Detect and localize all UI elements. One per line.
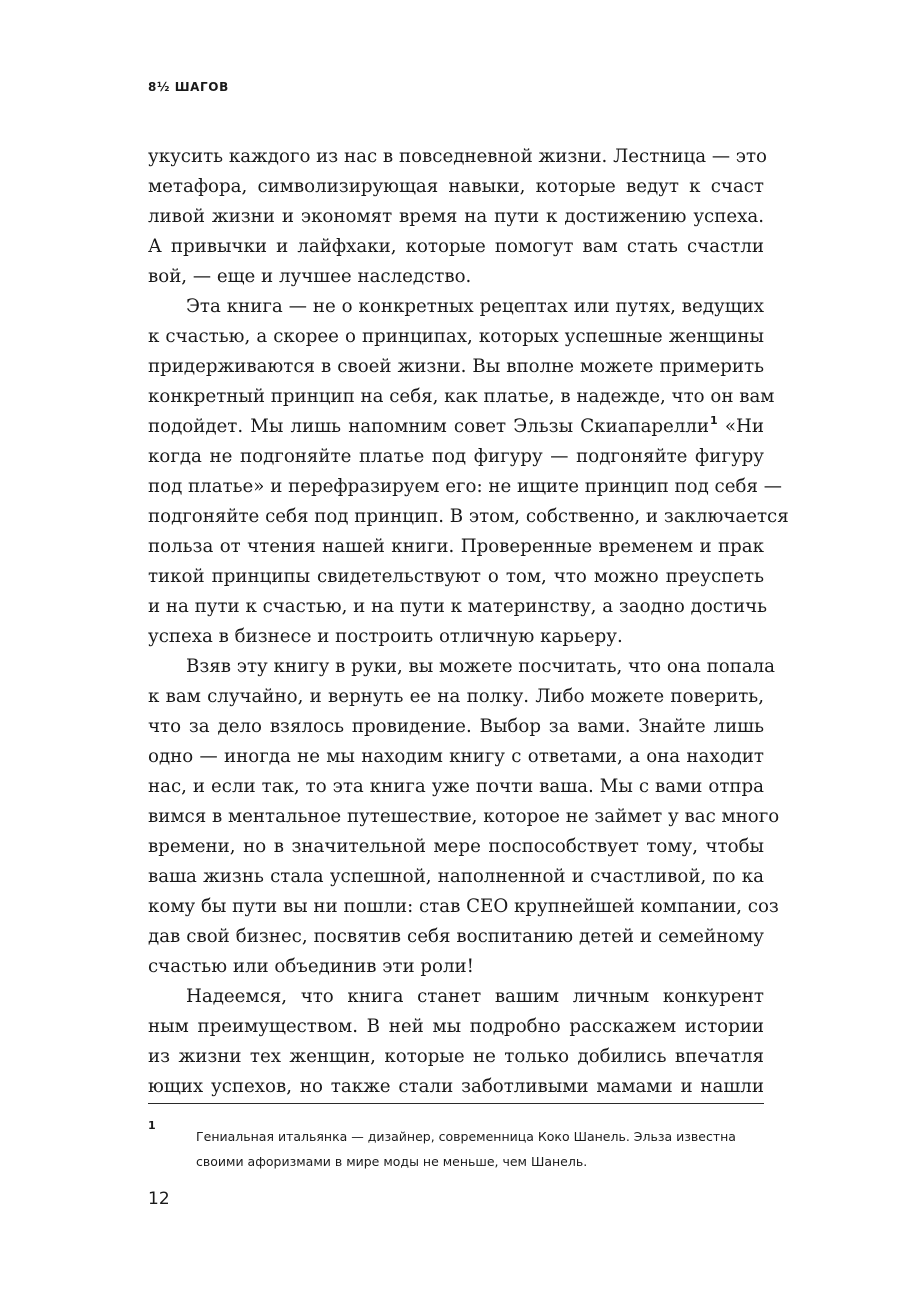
text-line: из жизни тех женщин, которые не только добились впечатля [148,1046,764,1067]
footnote-text [196,1124,764,1174]
text-line: успеха в бизнесе и построить отличную карьеру. [148,626,623,647]
text-line: Эта книга — не о конкретных рецептах или путях, ведущих [186,296,764,317]
text-line: ющих успехов, но также стали заботливыми мамами и нашли [148,1076,764,1097]
text-line: Надеемся, что книга станет вашим личным конкурент [186,986,764,1007]
footnote-line: Гениальная итальянка — дизайнер, современница Коко Шанель. Эльза известна [196,1129,736,1144]
text-line: вимся в ментальное путешествие, которое не займет у вас много [148,806,780,827]
footnote-number: 1 [148,1119,156,1132]
text-line: времени, но в значительной мере поспособствует тому, чтобы [148,836,764,857]
text-line: под платье» и перефразируем его: не ищите принцип под себя — [148,476,782,497]
text-line: одно — иногда не мы находим книгу с ответами, а она находит [148,746,764,767]
text-line: когда не подгоняйте платье под фигуру — подгоняйте фигуру [148,446,764,467]
text-line: кому бы пути вы ни пошли: став CEO крупнейшей компании, соз [148,896,779,917]
text-line: и на пути к счастью, и на пути к материнству, а заодно достичь [148,596,768,617]
text-line-with-footnote [148,412,764,442]
text-line: тикой принципы свидетельствуют о том, что можно преуспеть [148,566,764,587]
text-line: укусить каждого из нас в повседневной жизни. Лестница — это [148,146,768,167]
text-line: вой, — еще и лучшее наследство. [148,266,472,287]
text-line: ным преимуществом. В ней мы подробно расскажем истории [148,1016,764,1037]
text-line: нас, и если так, то эта книга уже почти ваша. Мы с вами отпра [148,776,764,797]
text-line: что за дело взялось провидение. Выбор за вами. Знайте лишь [148,716,764,737]
text-line: к вам случайно, и вернуть ее на полку. Либо можете поверить, [148,686,764,707]
text-line: польза от чтения нашей книги. Проверенные временем и прак [148,536,764,557]
text-line: Взяв эту книгу в руки, вы можете посчитать, что она попала [186,656,776,677]
text-line: ваша жизнь стала успешной, наполненной и счастливой, по ка [148,866,764,887]
text-line: подгоняйте себя под принцип. В этом, собственно, и заключается [148,506,789,527]
body-text [148,142,789,1102]
page-number: 12 [148,1189,170,1209]
text-segment: подойдет. Мы лишь напомним совет Эльзы Скиапарелли [148,416,710,437]
text-line: дав свой бизнес, посвятив себя воспитанию детей и семейному [148,926,764,947]
text-line: придерживаются в своей жизни. Вы вполне можете примерить [148,356,764,377]
running-header: 8½ ШАГОВ [148,80,229,94]
text-line: метафора, символизирующая навыки, которые ведут к счаст [148,176,764,197]
text-line: А привычки и лайфхаки, которые помогут вам стать счастли [148,236,764,257]
footnote-line: своими афоризмами в мире моды не меньше, чем Шанель. [196,1154,588,1169]
text-line: к счастью, а скорее о принципах, которых успешные женщины [148,326,764,347]
text-line: ливой жизни и экономят время на пути к достижению успеха. [148,206,764,227]
text-segment: «Ни [724,416,764,437]
text-line: конкретный принцип на себя, как платье, в надежде, что он вам [148,386,775,407]
text-line: счастью или объединив эти роли! [148,956,474,977]
footnote-divider [148,1103,764,1104]
footnote-reference[interactable]: 1 [710,414,718,427]
